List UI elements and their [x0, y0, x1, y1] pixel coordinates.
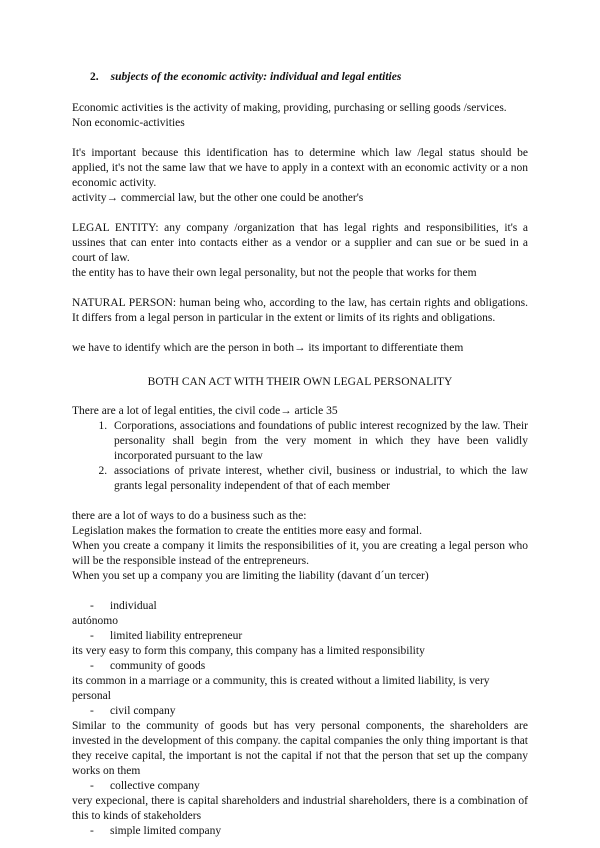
paragraph-economic-activities: Economic activities is the activity of making, providing, purchasing or selling goods /services. — [72, 102, 507, 114]
legal-entities-list — [72, 419, 528, 494]
paragraph-create-company: When you create a company it limits the responsibilities of it, you are creating a legal person who will be the responsible instead of the entrepreneurs. — [72, 540, 528, 567]
section-title: subjects of the economic activity: individual and legal entities — [110, 71, 402, 83]
list-item-limited-liability: - limited liability entrepreneur — [90, 629, 528, 644]
paragraph-legal-entity: LEGAL ENTITY: any company /organization that has legal rights and responsibilities, it's a ussines that can enter into contacts either as a vendor or a supplier and can sue or be sued in a court of law. — [72, 222, 528, 264]
list-item-individual: - individual — [90, 599, 528, 614]
text-civil-company: Similar to the community of goods but has very personal components, the shareholders are invested in the development of this company. the capital companies the only thing important is that they receive capital, the important is not the capital if not that the person that set up the company works on them — [72, 720, 528, 777]
paragraph-importance: It's important because this identification has to determine which law /legal status should be applied, it's not the same law that we have to apply in a context with an economic activity or a non economic activity. — [72, 147, 528, 189]
section-number: 2. — [90, 71, 99, 83]
paragraph-identify: we have to identify which are the person in both→ its important to differentiate them — [72, 342, 464, 354]
list-item-simple-limited: - simple limited company — [90, 824, 528, 839]
text-autonomo: autónomo — [72, 615, 118, 627]
list-item-civil-company: - civil company — [90, 704, 528, 719]
paragraph-limiting-liability: When you set up a company you are limiting the liability (davant d´un tercer) — [72, 570, 429, 582]
paragraph-non-economic: Non economic-activities — [72, 117, 185, 129]
text-limited-liability: its very easy to form this company, this company has a limited responsibility — [72, 645, 425, 657]
list-item: 1. Corporations, associations and foundations of public interest recognized by the law. Their personality shall begin from the very moment in which they have been validly incorporated pursuant to the law — [110, 419, 528, 464]
list-item: 2. associations of private interest, whether civil, business or industrial, to which the law grants legal personality independent of that of each member — [110, 464, 528, 494]
paragraph-legislation: Legislation makes the formation to create the entities more easy and formal. — [72, 525, 422, 537]
list-item-collective-company: - collective company — [90, 779, 528, 794]
list-item-community-goods: - community of goods — [90, 659, 528, 674]
paragraph-activity-law: activity→ commercial law, but the other one could be another's — [72, 192, 364, 204]
centered-statement: BOTH CAN ACT WITH THEIR OWN LEGAL PERSONALITY — [147, 376, 453, 388]
text-collective-company: very expecional, there is capital shareholders and industrial shareholders, there is a combination of this to kinds of stakeholders — [72, 795, 528, 822]
paragraph-ways-business: there are a lot of ways to do a business such as the: — [72, 510, 307, 522]
paragraph-legal-personality: the entity has to have their own legal personality, but not the people that works for them — [72, 267, 477, 279]
section-heading — [90, 70, 528, 85]
document-page — [72, 70, 528, 839]
paragraph-natural-person: NATURAL PERSON: human being who, according to the law, has certain rights and obligations. It differs from a legal person in particular in the extent or limits of its rights and obligations. — [72, 297, 528, 324]
paragraph-civil-code: There are a lot of legal entities, the civil code→ article 35 — [72, 405, 338, 417]
company-type-list — [72, 599, 528, 614]
text-community-goods: its common in a marriage or a community, this is created without a limited liability, is very personal — [72, 675, 490, 702]
